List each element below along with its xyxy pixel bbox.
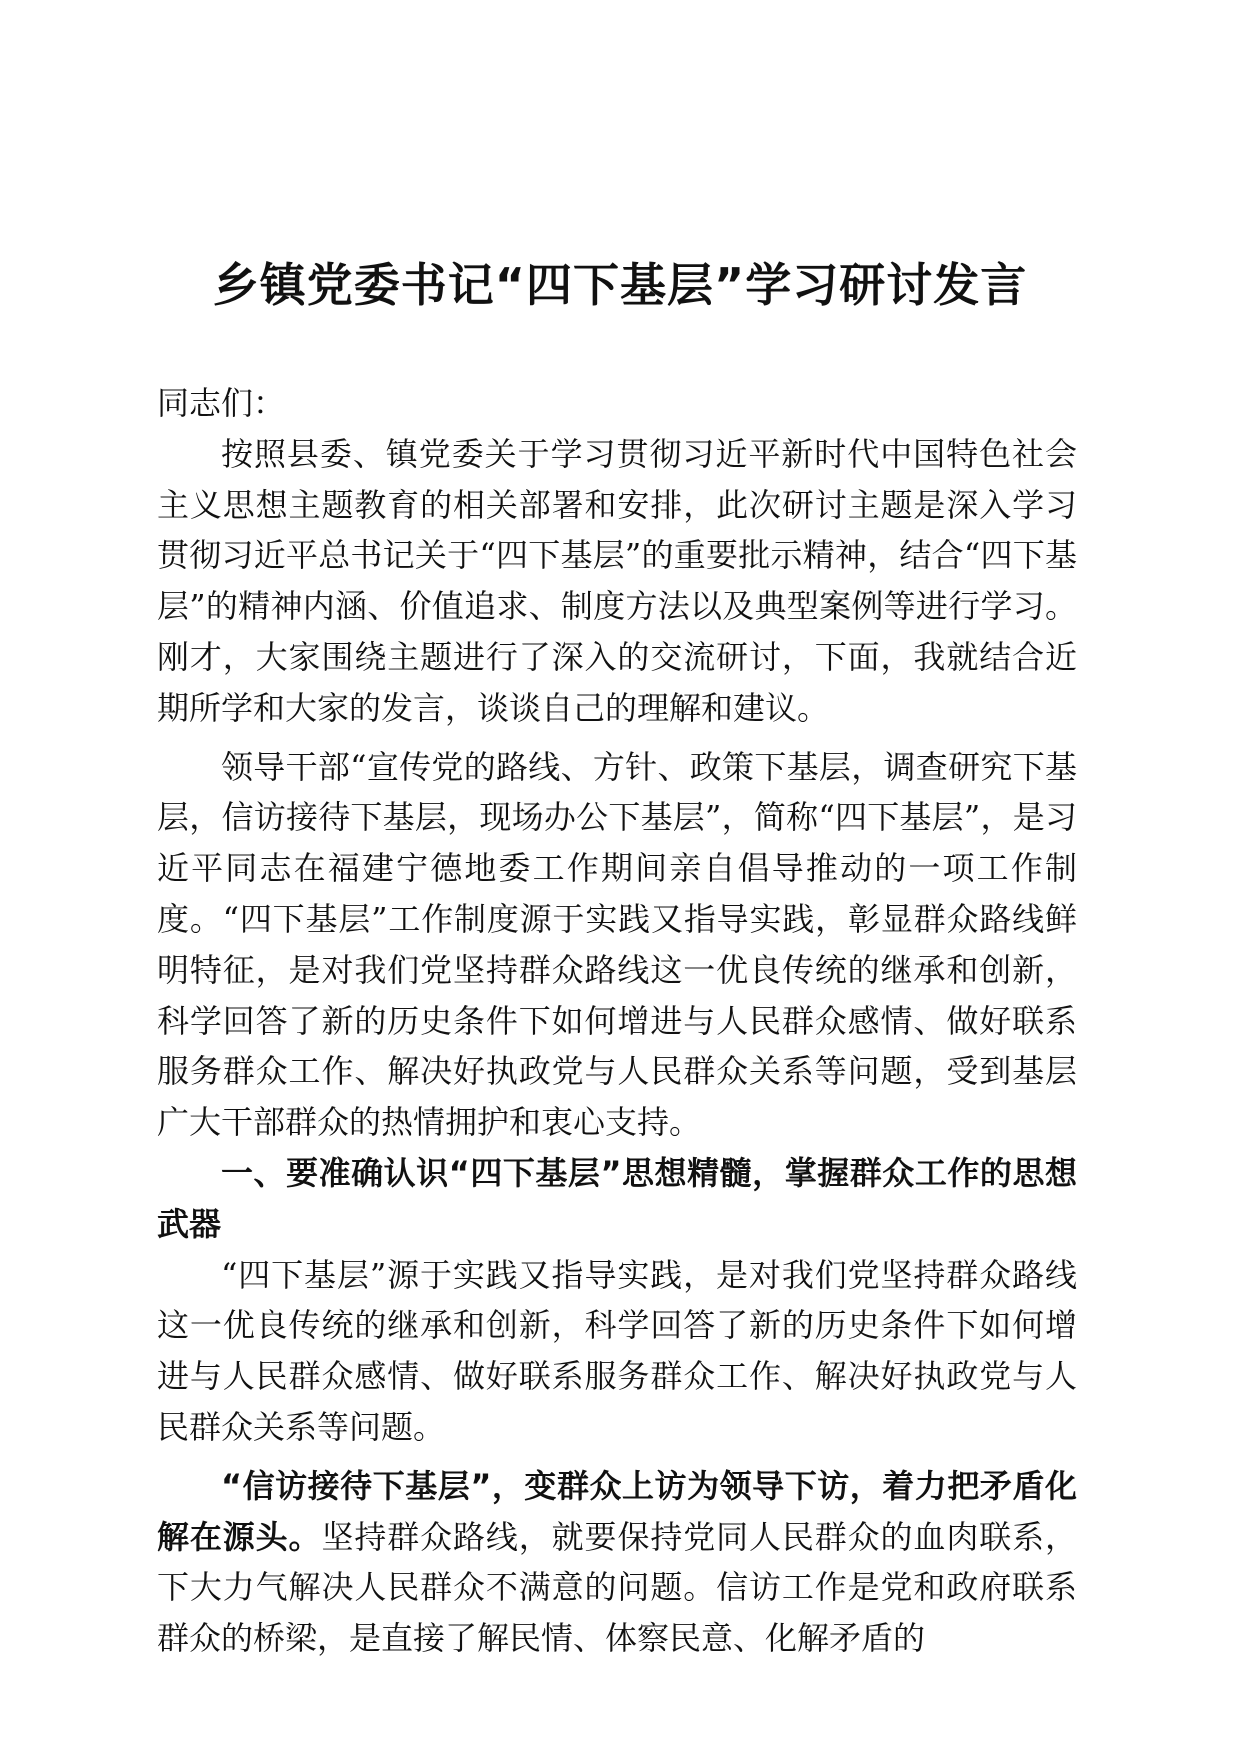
paragraph-gap bbox=[157, 1453, 1077, 1461]
salutation: 同志们： bbox=[157, 384, 286, 422]
paragraph-gap bbox=[157, 734, 1077, 742]
paragraph-definition: 领导干部“宣传党的路线、方针、政策下基层，调查研究下基层，信访接待下基层，现场办公下基层”，简称“四下基层”，是习近平同志在福建宁德地委工作期间亲自倡导推动的一项工作制度。“四下基层”工作制度源于实践又指导实践，彰显群众路线鲜明特征，是对我们党坚持群众路线这一优良传统的继承和创新，科学回答了新的历史条件下如何增进与人民群众感情、做好联系服务群众工作、解决好执政党与人民群众关系等问题，受到基层广大干部群众的热情拥护和衷心支持。 bbox=[157, 747, 1077, 1142]
document-title: 乡镇党委书记“四下基层”学习研讨发言 bbox=[212, 258, 1028, 312]
paragraph-text: 坚持群众路线，就要保持党同人民群众的血肉联系，下大力气解决人民群众不满意的问题。信访工作是党和政府联系群众的桥梁，是直接了解民情、体察民意、化解矛盾的 bbox=[157, 1517, 1077, 1658]
paragraph-petition bbox=[157, 1461, 1077, 1664]
paragraph-intro: 按照县委、镇党委关于学习贯彻习近平新时代中国特色社会主义思想主题教育的相关部署和安排，此次研讨主题是深入学习贯彻习近平总书记关于“四下基层”的重要批示精神，结合“四下基层”的精神内涵、价值追求、制度方法以及典型案例等进行学习。刚才，大家围绕主题进行了深入的交流研讨，下面，我就结合近期所学和大家的发言，谈谈自己的理解和建议。 bbox=[157, 434, 1077, 727]
document-body bbox=[157, 378, 1077, 1664]
paragraph-section-1: “四下基层”源于实践又指导实践，是对我们党坚持群众路线这一优良传统的继承和创新，科学回答了新的历史条件下如何增进与人民群众感情、做好联系服务群众工作、解决好执政党与人民群众关系等问题。 bbox=[157, 1255, 1077, 1446]
paragraph-lead: “信访接待下基层”，变群众上访为领导下访，着力把矛盾化解在源头。 bbox=[157, 1466, 1077, 1556]
section-heading-1: 一、要准确认识“四下基层”思想精髓，掌握群众工作的思想武器 bbox=[157, 1153, 1077, 1243]
